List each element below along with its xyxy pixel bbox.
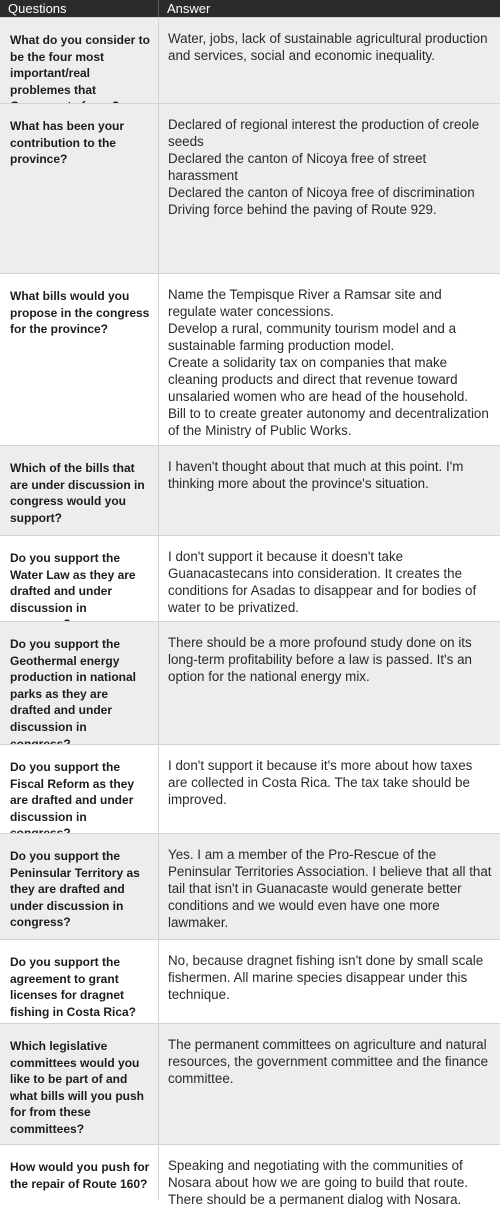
question-cell: Do you support the Geothermal energy production in national parks as they are drafted and under discussion in <box>0 621 158 744</box>
answer-line: Create a solidarity tax on companies that make cleaning products and direct that revenue toward unsalaried women who are head of the household. <box>168 355 469 404</box>
question-cell: Do you support the Peninsular Territory as they are drafted and under discussion in congress? <box>0 833 158 939</box>
answer-cell <box>158 1023 500 1144</box>
answer-cell <box>158 17 500 103</box>
answer-cell <box>158 744 500 833</box>
question-cell: Do you support the agreement to grant licenses for dragnet fishing in Costa Rica? <box>0 939 158 1023</box>
answer-cell <box>158 445 500 535</box>
question-cell: What has been your contribution to the province? <box>0 103 158 273</box>
answer-line: Bill to to create greater autonomy and decentralization of the Ministry of Public Works. <box>168 406 489 438</box>
answer-line: Declared of regional interest the production of creole seeds <box>168 117 480 149</box>
question-cell: How would you push for the repair of Route 160? <box>0 1144 158 1200</box>
answer-line: No, because dragnet fishing isn't done by small scale fishermen. All marine species disappear under this technique. <box>168 953 484 1002</box>
question-cell: What bills would you propose in the congress for the province? <box>0 273 158 445</box>
question-cell: Which of the bills that are under discussion in congress would you support? <box>0 445 158 535</box>
answer-cell <box>158 621 500 744</box>
answer-line: Yes. I am a member of the Pro-Rescue of the Peninsular Territories Association. I believe that all that tail that isn't in Guanacaste would generate better conditions and we would even have one more lawmaker. <box>168 847 492 930</box>
answer-line: The permanent committees on agriculture and natural resources, the government committee and the finance committee. <box>168 1037 489 1086</box>
answer-line: Driving force behind the paving of Route 929. <box>168 202 437 217</box>
answer-line: Speaking and negotiating with the communities of Nosara about how we are going to build that route. There should be a permanent dialog with Nosara. <box>168 1158 468 1207</box>
questions-column-header: Questions <box>0 0 158 17</box>
answer-cell <box>158 535 500 621</box>
answer-line: Develop a rural, community tourism model and a sustainable farming production model. <box>168 321 457 353</box>
question-cell: What do you consider to be the four most important/real problemes that <box>0 17 158 103</box>
answer-cell <box>158 939 500 1023</box>
answer-cell <box>158 103 500 273</box>
answer-column-header: Answer <box>158 0 500 17</box>
question-cell: Do you support the Water Law as they are drafted and under discussion in <box>0 535 158 621</box>
answer-cell <box>158 1144 500 1207</box>
answer-cell <box>158 833 500 939</box>
answer-line: I don't support it because it doesn't take Guanacastecans into consideration. It creates the conditions for Asadas to disappear and for bodies of water to be privatized. <box>168 549 477 615</box>
answer-line: Name the Tempisque River a Ramsar site and regulate water concessions. <box>168 287 442 319</box>
question-cell: Which legislative committees would you like to be part of and what bills will you push for from these committees? <box>0 1023 158 1144</box>
answer-line: There should be a more profound study done on its long-term profitability before a law is passed. It's an option for the national energy mix. <box>168 635 472 684</box>
answer-line: Declared the canton of Nicoya free of street harassment <box>168 151 427 183</box>
answer-line: I don't support it because it's more about how taxes are collected in Costa Rica. The tax take should be improved. <box>168 758 473 807</box>
answer-line: Water, jobs, lack of sustainable agricultural production and services, social and economic inequality. <box>168 31 488 63</box>
question-cell: Do you support the Fiscal Reform as they are drafted and under discussion in <box>0 744 158 833</box>
answer-line: Declared the canton of Nicoya free of discrimination <box>168 185 475 200</box>
answer-cell <box>158 273 500 445</box>
answer-line: I haven't thought about that much at this point. I'm thinking more about the province's situation. <box>168 459 464 491</box>
